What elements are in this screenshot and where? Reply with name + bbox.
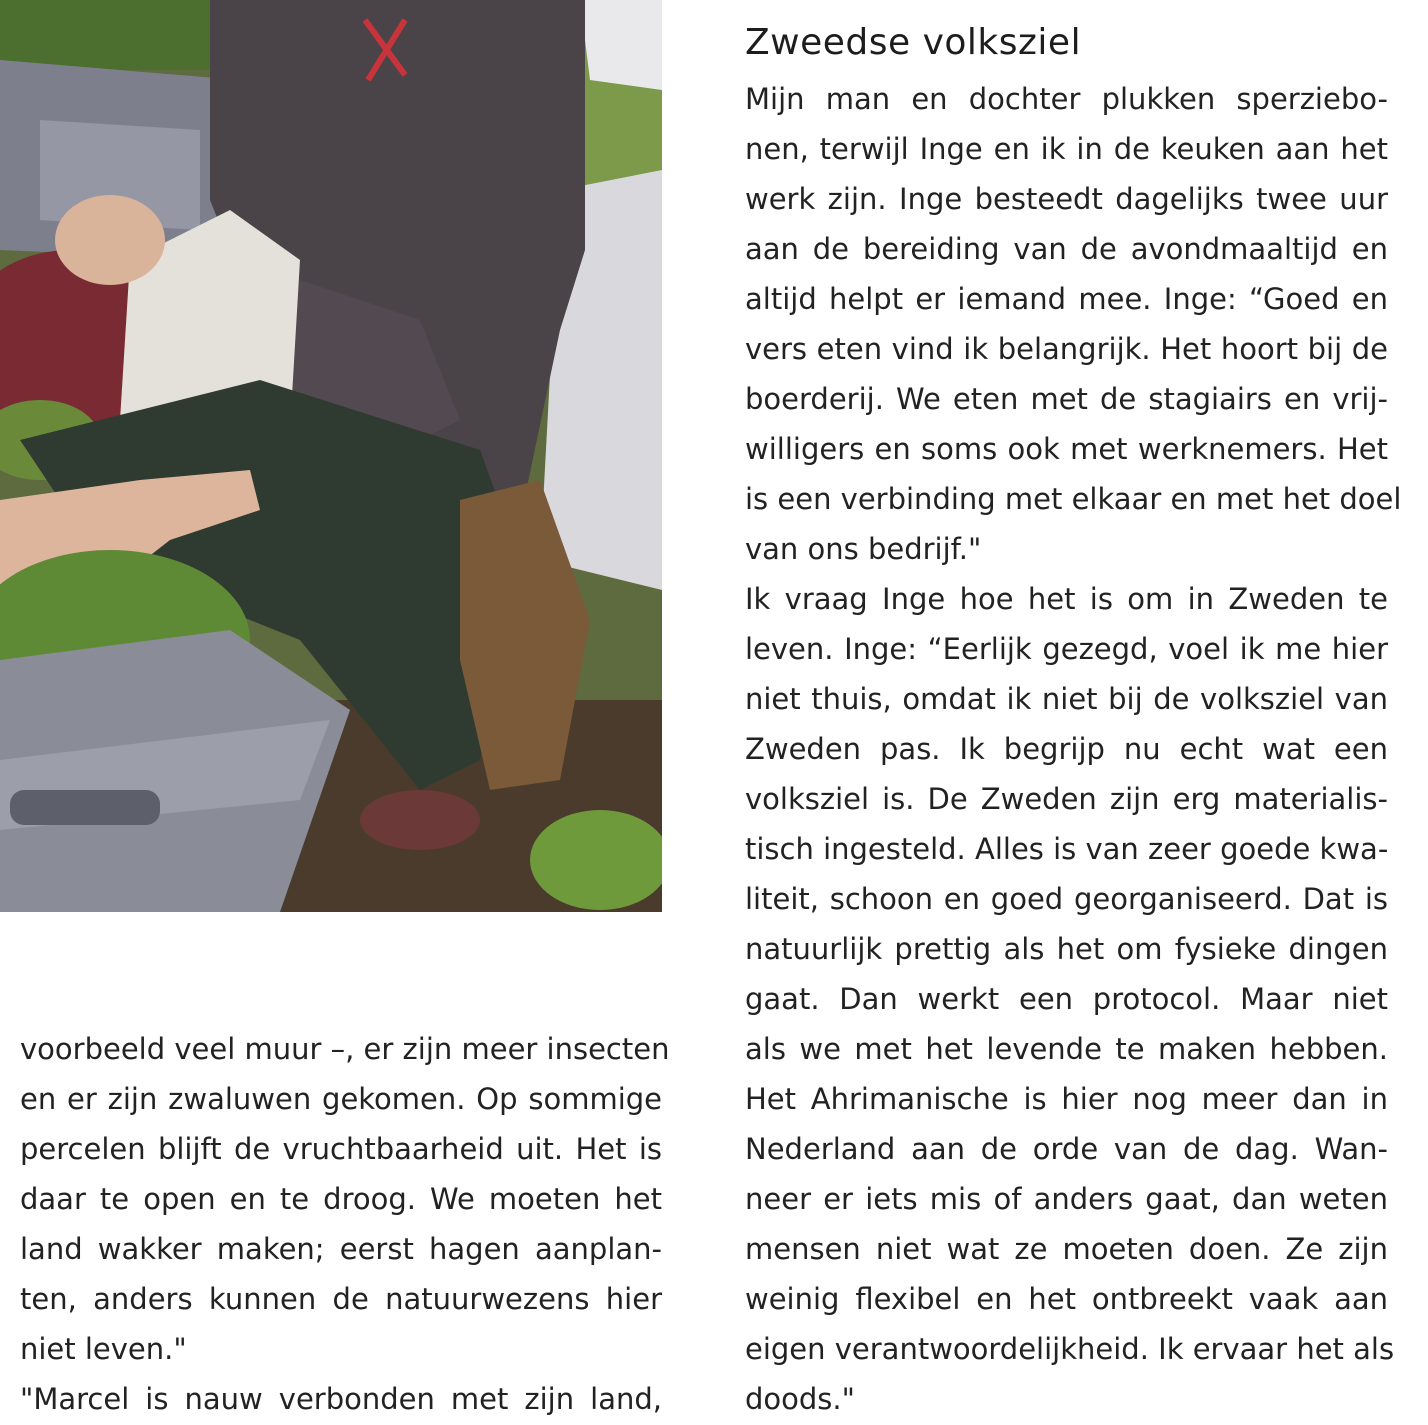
paragraph-line: Het Ahrimanische is hier nog meer dan in	[745, 1082, 1388, 1116]
paragraph-line: eigen verantwoordelijkheid. Ik ervaar het als	[745, 1332, 1395, 1366]
paragraph-line: daar te open en te droog. We moeten het	[20, 1182, 662, 1216]
paragraph-line: en er zijn zwaluwen gekomen. Op sommige	[20, 1082, 662, 1116]
paragraph-line: nen, terwijl Inge en ik in de keuken aan het	[745, 132, 1388, 166]
paragraph-line: is een verbinding met elkaar en met het doel	[745, 482, 1402, 516]
article-photo	[0, 0, 662, 912]
paragraph-line: boerderij. We eten met de stagiairs en vrij-	[745, 382, 1388, 416]
paragraph-line: Mijn man en dochter plukken sperziebo-	[745, 82, 1388, 116]
paragraph-line: ten, anders kunnen de natuurwezens hier	[20, 1282, 662, 1316]
paragraph-line: leven. Inge: “Eerlijk gezegd, voel ik me hier	[745, 632, 1388, 666]
paragraph-line: volksziel is. De Zweden zijn erg materialis-	[745, 782, 1388, 816]
paragraph-line: natuurlijk prettig als het om fysieke dingen	[745, 932, 1388, 966]
paragraph-line: altijd helpt er iemand mee. Inge: “Goed en	[745, 282, 1388, 316]
paragraph-line: gaat. Dan werkt een protocol. Maar niet	[745, 982, 1388, 1016]
right-text-column	[745, 18, 1402, 1424]
paragraph-line: aan de bereiding van de avondmaaltijd en	[745, 232, 1388, 266]
paragraph-line: niet leven."	[20, 1332, 187, 1366]
paragraph-line: neer er iets mis of anders gaat, dan weten	[745, 1182, 1388, 1216]
paragraph-line: mensen niet wat ze moeten doen. Ze zijn	[745, 1232, 1388, 1266]
left-text-column	[20, 1024, 670, 1424]
paragraph-line: Zweden pas. Ik begrijp nu echt wat een	[745, 732, 1388, 766]
section-heading: Zweedse volksziel	[745, 22, 1082, 63]
paragraph-line: percelen blijft de vruchtbaarheid uit. Het is	[20, 1132, 662, 1166]
paragraph-line: liteit, schoon en goed georganiseerd. Dat is	[745, 882, 1388, 916]
paragraph-line: als we met het levende te maken hebben.	[745, 1032, 1388, 1066]
photo-farmer-harvesting-lettuce-icon	[0, 0, 662, 912]
paragraph-line: weinig flexibel en het ontbreekt vaak aan	[745, 1282, 1388, 1316]
paragraph-line: tisch ingesteld. Alles is van zeer goede kwa-	[745, 832, 1389, 866]
paragraph-line: land wakker maken; eerst hagen aanplan-	[20, 1232, 662, 1266]
paragraph-line: Ik vraag Inge hoe het is om in Zweden te	[745, 582, 1388, 616]
paragraph-line: werk zijn. Inge besteedt dagelijks twee uur	[745, 182, 1388, 216]
paragraph-line: "Marcel is nauw verbonden met zijn land,	[20, 1382, 662, 1416]
paragraph-line: voorbeeld veel muur –, er zijn meer insecten	[20, 1032, 670, 1066]
paragraph-line: Nederland aan de orde van de dag. Wan-	[745, 1132, 1388, 1166]
paragraph-line: willigers en soms ook met werknemers. Het	[745, 432, 1388, 466]
paragraph-line: van ons bedrijf."	[745, 532, 982, 566]
paragraph-line: vers eten vind ik belangrijk. Het hoort bij de	[745, 332, 1388, 366]
paragraph-line: niet thuis, omdat ik niet bij de volksziel van	[745, 682, 1388, 716]
paragraph-line: doods."	[745, 1382, 855, 1416]
